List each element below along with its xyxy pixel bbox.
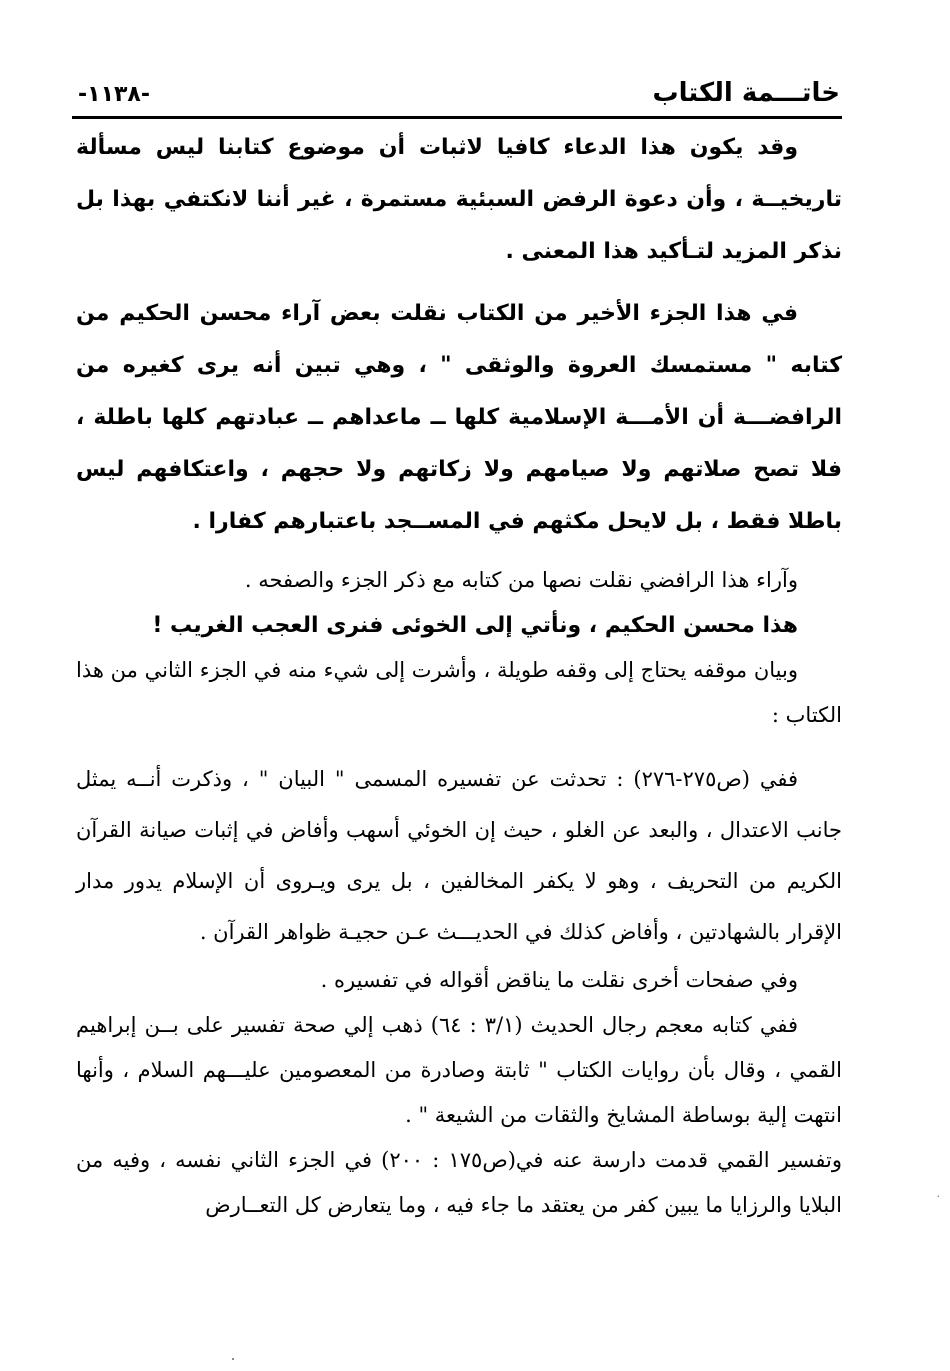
page-header	[78, 78, 840, 112]
paragraph-9: وتفسير القمي قدمت دارسة عنه في(ص١٧٥ : ٢٠٠) في الجزء الثاني نفسه ، وفيه من البلايا والرزايا ما يبين كفر من يعتقد ما جاء فيه ، وما يتعارض كل التعــارض	[76, 1148, 842, 1217]
paragraph-1: وقد يكون هذا الدعاء كافيا لاثبات أن موضوع كتابنا ليس مسألة تاريخيــة ، وأن دعوة الرفض السبئية مستمرة ، غير أننا لانكتفي بهذا بل نذكر المزيد لتـأكيد هذا المعنى .	[76, 135, 842, 264]
paragraph-4: هذا محسن الحكيم ، ونأتي إلى الخوئى فنرى العجب الغريب !	[152, 613, 798, 638]
margin-mark: ·	[936, 1190, 940, 1203]
paragraph-5: وبيان موقفه يحتاج إلى وقفه طويلة ، وأشرت إلى شيء منه في الجزء الثاني من هذا الكتاب :	[76, 658, 842, 727]
paragraph-8: ففي كتابه معجم رجال الحديث (٣/١ : ٦٤) ذهب إلي صحة تفسير على بــن إبراهيم القمي ، وقال بأن روايات الكتاب " ثابتة وصادرة من المعصومين عليـــهم السلام ، وأنها انتهت إلية بوساطة المشايخ والثقات من الشيعة " .	[76, 1013, 842, 1127]
paragraph-7: وفي صفحات أخرى نقلت ما يناقض أقواله في تفسيره .	[320, 968, 798, 992]
header-rule	[72, 116, 842, 119]
scan-speck	[232, 1358, 234, 1360]
paragraph-3: وآراء هذا الرافضي نقلت نصها من كتابه مع ذكر الجزء والصفحه .	[244, 568, 798, 592]
page-number: -١١٣٨-	[78, 82, 150, 107]
body-text	[76, 122, 842, 1228]
paragraph-2: في هذا الجزء الأخير من الكتاب نقلت بعض آراء محسن الحكيم من كتابه " مستمسك العروة والوثقى " ، وهي تبين أنه يرى كغيره من الرافضـــة أن الأمـــة الإسلامية كلها ــ ماعداهم ــ عبادتهم كلها باطلة ، فلا تصح صلاتهم ولا صيامهم ولا زكاتهم ولا حجهم ، واعتكافهم ليس باطلا فقط ، بل لايحل مكثهم في المســجد باعتبارهم كفارا .	[76, 301, 842, 534]
paragraph-6: ففي (ص٢٧٥-٢٧٦) : تحدثت عن تفسيره المسمى " البيان " ، وذكرت أنــه يمثل جانب الاعتدال ، والبعد عن الغلو ، حيث إن الخوئي أسهب وأفاض في إثبات صيانة القرآن الكريم من التحريف ، وهو لا يكفر المخالفين ، بل يرى ويـروى أن الإسلام يدور مدار الإقرار بالشهادتين ، وأفاض كذلك في الحديـــث عـن حجيـة ظواهر القرآن .	[76, 767, 842, 944]
running-title: خاتـــمة الكتاب	[652, 78, 840, 108]
